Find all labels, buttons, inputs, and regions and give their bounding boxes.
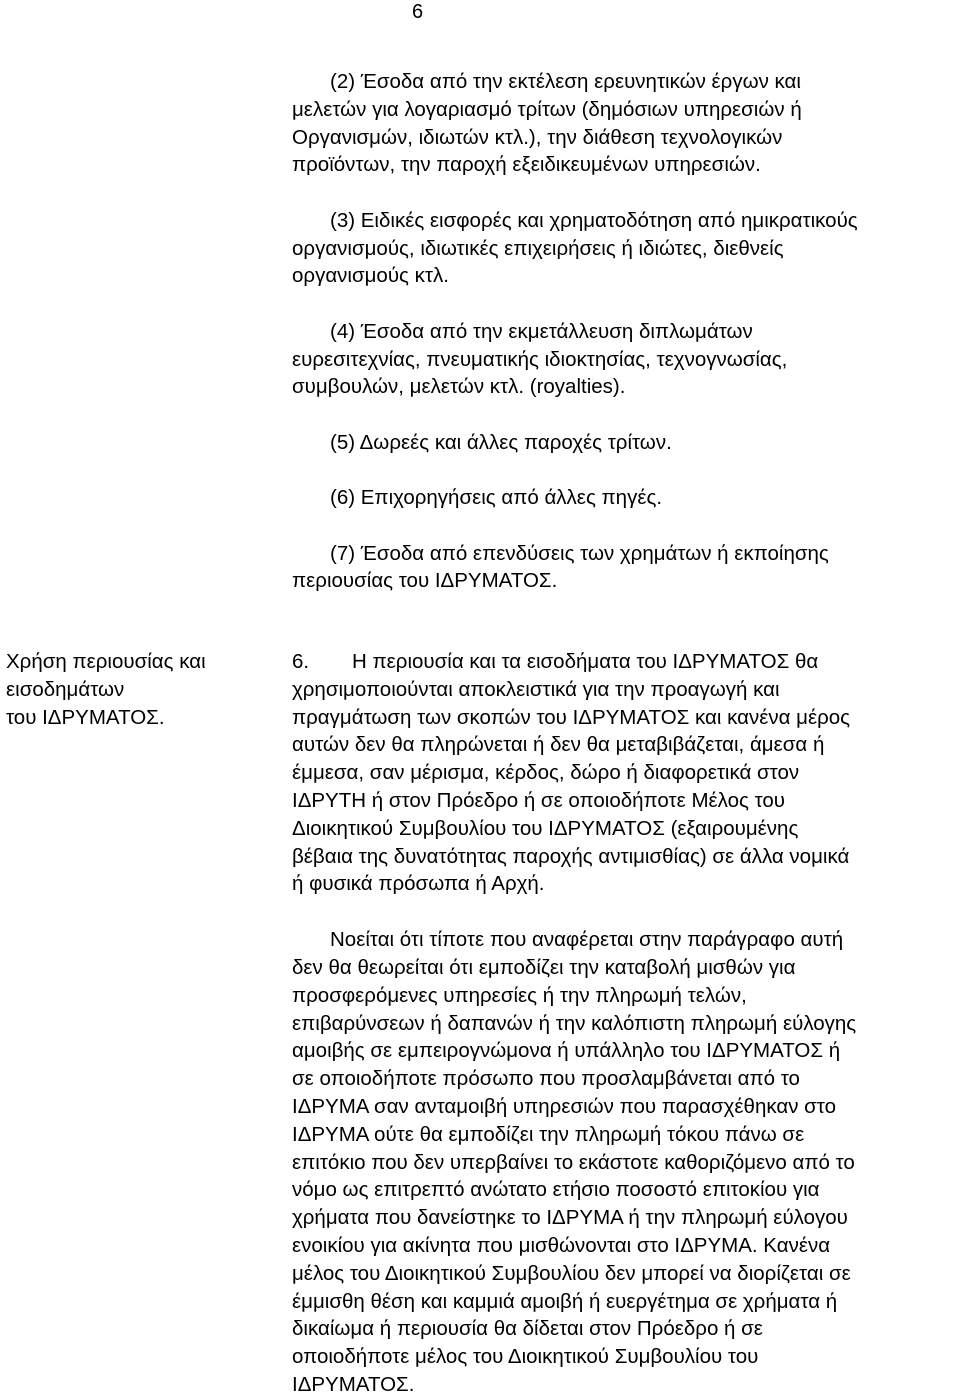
item-line: μελετών για λογαριασμό τρίτων (δημόσιων υπηρεσιών ή: [292, 97, 802, 121]
article-line: επιτόκιο που δεν υπερβαίνει το εκάστοτε καθοριζόμενο από το: [292, 1150, 855, 1174]
income-source-list: [292, 68, 952, 623]
item-line: (6) Επιχορηγήσεις από άλλες πηγές.: [330, 486, 663, 510]
item-line: (5) Δωρεές και άλλες παροχές τρίτων.: [330, 430, 672, 454]
article-line: Διοικητικού Συμβουλίου του ΙΔΡΥΜΑΤΟΣ (εξαιρουμένης: [292, 816, 799, 840]
article-line: επιβαρύνσεων ή δαπανών ή την καλόπιστη πληρωμή εύλογης: [292, 1011, 857, 1035]
article-line: ή φυσικά πρόσωπα ή Αρχή.: [292, 872, 545, 896]
margin-heading: [6, 648, 266, 731]
item-line: (7) Έσοδα από επενδύσεις των χρημάτων ή εκποίησης: [330, 541, 829, 565]
list-item: [292, 207, 952, 290]
item-line: (4) Έσοδα από την εκμετάλλευση διπλωμάτων: [330, 319, 753, 343]
article-line: μέλος του Διοικητικού Συμβουλίου δεν μπορεί να διορίζεται σε: [292, 1261, 851, 1285]
article-line: προσφερόμενες υπηρεσίες ή την πληρωμή τελών,: [292, 983, 747, 1007]
article-line: ΙΔΡΥΜΑ ούτε θα εμποδίζει την πληρωμή τόκου πάνω σε: [292, 1122, 805, 1146]
list-item: [292, 484, 952, 512]
article-line: αμοιβής σε εμπειρογνώμονα ή υπάλληλο του ΙΔΡΥΜΑΤΟΣ ή: [292, 1039, 841, 1063]
margin-heading-line: του ΙΔΡΥΜΑΤΟΣ.: [6, 705, 165, 729]
item-line: οργανισμούς κτλ.: [292, 264, 449, 288]
article-paragraph-2: [292, 926, 952, 1399]
article-line: Νοείται ότι τίποτε που αναφέρεται στην παράγραφο αυτή: [330, 928, 844, 952]
article-line: Η περιουσία και τα εισοδήματα του ΙΔΡΥΜΑΤΟΣ θα: [352, 650, 819, 673]
list-item: [292, 318, 952, 401]
item-line: Οργανισμών, ιδιωτών κτλ.), την διάθεση τεχνολογικών: [292, 125, 783, 149]
article-line: χρησιμοποιούνται αποκλειστικά για την προαγωγή και: [292, 677, 780, 701]
item-line: (2) Έσοδα από την εκτέλεση ερευνητικών έργων και: [330, 70, 801, 93]
item-line: (3) Ειδικές εισφορές και χρηματοδότηση από ημικρατικούς: [330, 208, 858, 232]
list-item: [292, 429, 952, 457]
article-line: οποιοδήποτε μέλος του Διοικητικού Συμβουλίου του: [292, 1345, 759, 1369]
article-line: ενοικίου για ακίνητα που μισθώνονται στο ΙΔΡΥΜΑ. Κανένα: [292, 1233, 831, 1257]
list-item: [292, 68, 952, 179]
article-line: χρήματα που δανείστηκε το ΙΔΡΥΜΑ ή την πληρωμή εύλογου: [292, 1206, 848, 1230]
article-line: δικαίωμα ή περιουσία θα δίδεται στον Πρόεδρο ή σε: [292, 1317, 763, 1341]
article-first-line: [292, 648, 952, 676]
item-line: προϊόντων, την παροχή εξειδικευμένων υπηρεσιών.: [292, 153, 761, 177]
article-line: έμμεσα, σαν μέρισμα, κέρδος, δώρο ή διαφορετικά στον: [292, 761, 800, 785]
item-line: ευρεσιτεχνίας, πνευματικής ιδιοκτησίας, τεχνογνωσίας,: [292, 347, 788, 371]
article-line: πραγμάτωση των σκοπών του ΙΔΡΥΜΑΤΟΣ και κανένα μέρος: [292, 705, 851, 729]
article-6: [292, 648, 952, 1399]
article-line: νόμο ως επιτρεπτό ανώτατο ετήσιο ποσοστό επιτοκίου για: [292, 1178, 820, 1202]
article-line: αυτών δεν θα πληρώνεται ή δεν θα μεταβιβάζεται, άμεσα ή: [292, 733, 825, 757]
item-line: περιουσίας του ΙΔΡΥΜΑΤΟΣ.: [292, 569, 558, 593]
article-line: δεν θα θεωρείται ότι εμποδίζει την καταβολή μισθών για: [292, 955, 796, 979]
article-number: 6.: [292, 650, 310, 673]
margin-heading-line: εισοδημάτων: [6, 677, 125, 701]
article-line: έμμισθη θέση και καμμιά αμοιβή ή ευεργέτημα σε χρήματα ή: [292, 1289, 838, 1313]
article-line: ΙΔΡΥΤΗ ή στον Πρόεδρο ή σε οποιοδήποτε Μέλος του: [292, 788, 786, 812]
item-line: συμβουλών, μελετών κτλ. (royalties).: [292, 375, 626, 399]
article-line: βέβαια της δυνατότητας παροχής αντιμισθίας) σε άλλα νομικά: [292, 844, 850, 868]
article-line: ΙΔΡΥΜΑΤΟΣ.: [292, 1372, 415, 1396]
article-line: ΙΔΡΥΜΑ σαν ανταμοιβή υπηρεσιών που παρασχέθηκαν στο: [292, 1094, 837, 1118]
article-paragraph-1: [292, 648, 952, 898]
margin-heading-line: Χρήση περιουσίας και: [6, 650, 206, 673]
list-item: [292, 540, 952, 596]
item-line: οργανισμούς, ιδιωτικές επιχειρήσεις ή ιδιώτες, διεθνείς: [292, 236, 784, 260]
page-number: 6: [412, 1, 424, 23]
article-line: σε οποιοδήποτε πρόσωπο που προσλαμβάνεται από το: [292, 1067, 800, 1091]
